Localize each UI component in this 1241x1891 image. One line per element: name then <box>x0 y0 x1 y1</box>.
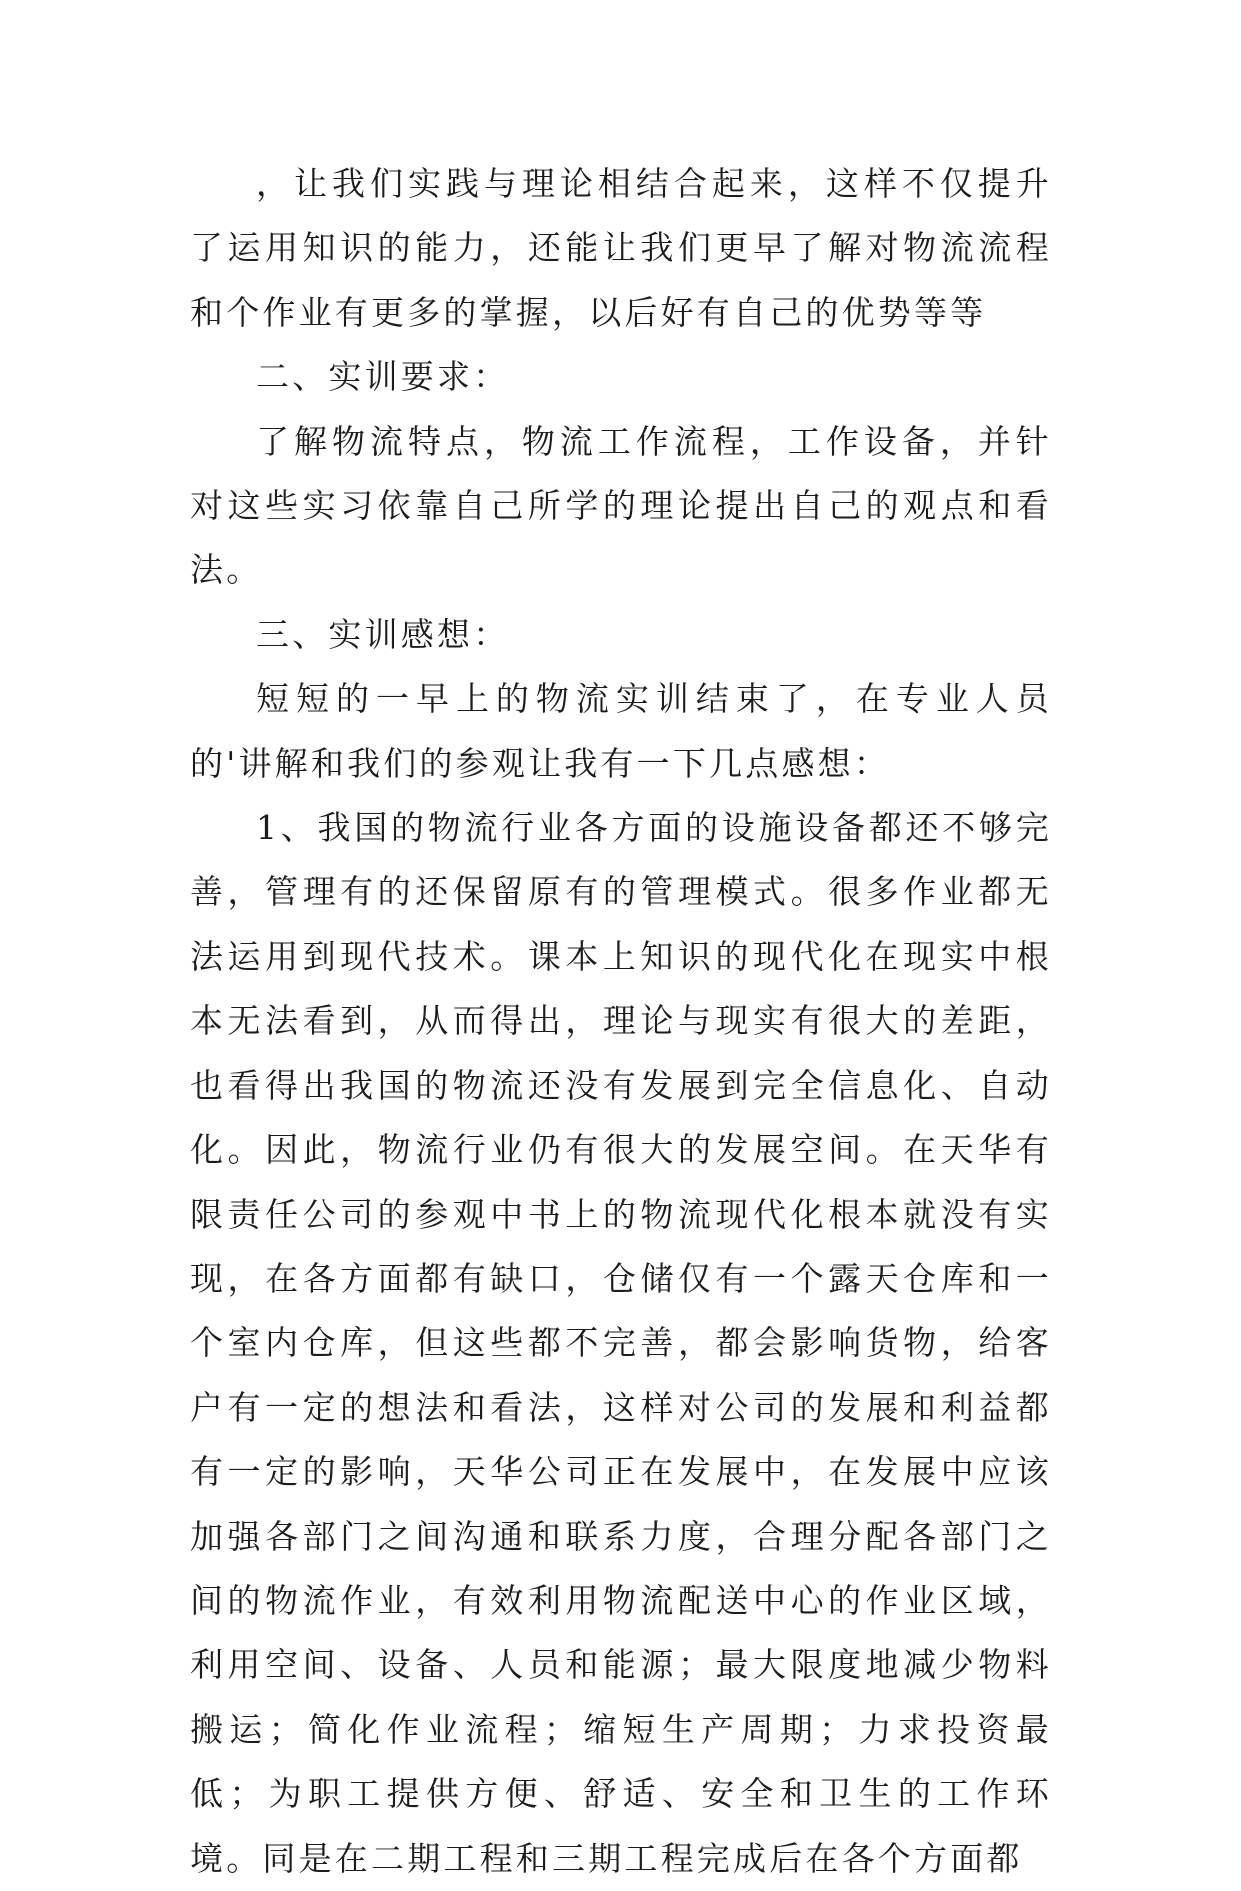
heading-training-requirements: 二、实训要求： <box>256 357 510 397</box>
document-body <box>190 152 1052 1891</box>
paragraph-training-requirements: 了解物流特点，物流工作流程，工作设备，并针对这些实习依靠自己所学的理论提出自己的观点和看法。 <box>190 421 1052 590</box>
heading-training-reflections: 三、实训感想： <box>256 614 510 654</box>
paragraph-reflections-intro: 短短的一早上的物流实训结束了，在专业人员的'讲解和我们的参观让我有一下几点感想： <box>190 679 1052 783</box>
paragraph-intro-continuation: ，让我们实践与理论相结合起来，这样不仅提升了运用知识的能力，还能让我们更早了解对物流流程和个作业有更多的掌握，以后好有自己的优势等等 <box>190 164 1052 332</box>
paragraph-reflection-1: 1、我国的物流行业各方面的设施设备都还不够完善，管理有的还保留原有的管理模式。很多作业都无法运用到现代技术。课本上知识的现代化在现实中根本无法看到，从而得出，理论与现实有很大的差距，也看得出我国的物流还没有发展到完全信息化、自动化。因此，物流行业仍有很大的发展空间。在天华有限责任公司的参观中书上的物流现代化根本就没有实现，在各方面都有缺口，仓储仅有一个露天仓库和一个室内仓库，但这些都不完善，都会影响货物，给客户有一定的想法和看法，这样对公司的发展和利益都有一定的影响，天华公司正在发展中，在发展中应该加强各部门之间沟通和联系力度，合理分配各部门之间的物流作业，有效利用物流配送中心的作业区域，利用空间、设备、人员和能源；最大限度地减少物料搬运；简化作业流程；缩短生产周期；力求投资最低；为职工提供方便、舒适、安全和卫生的工作环境。同是在二期工程和三期工程完成后在各个方面都 <box>190 808 1052 1878</box>
